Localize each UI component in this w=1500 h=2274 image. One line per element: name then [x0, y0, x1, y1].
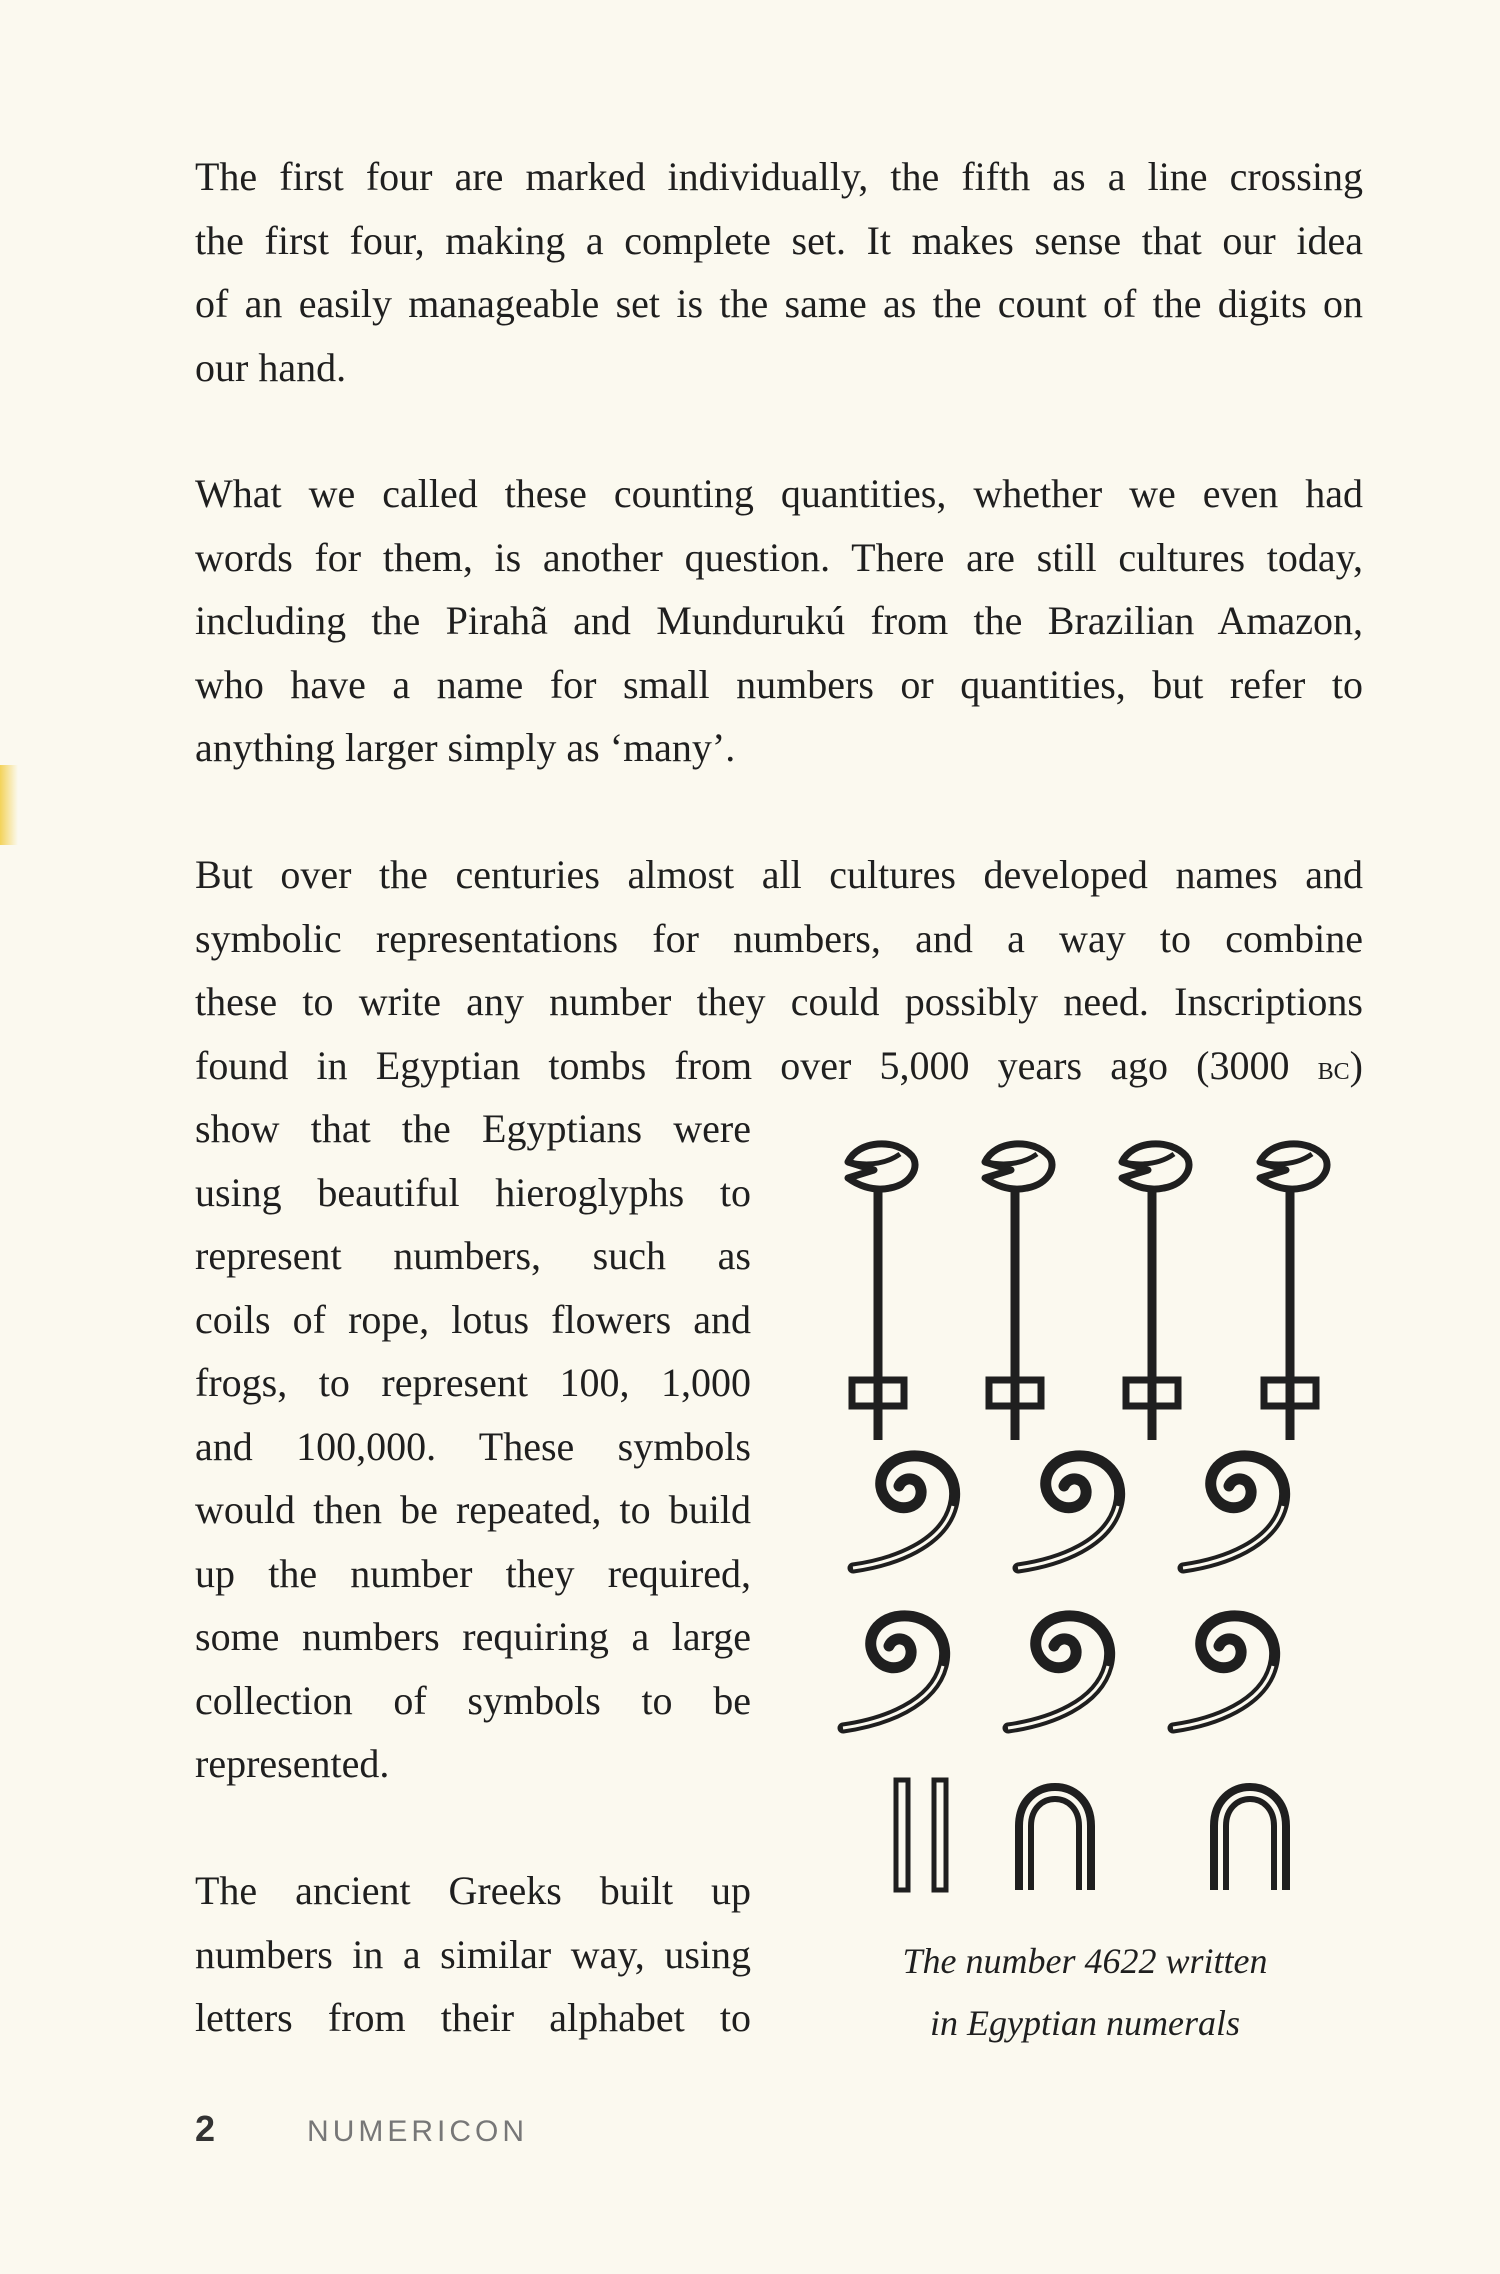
text-line: letters from their alphabet to — [195, 1995, 751, 2040]
lotus-symbol — [1260, 1144, 1327, 1440]
rope-coil-symbol — [1183, 1456, 1285, 1568]
text-line: including the Pirahã and Mundurukú from the Brazilian Amazon, — [195, 598, 1363, 643]
unit-stroke-symbol — [896, 1780, 908, 1890]
text-line: would then be repeated, to build — [195, 1487, 751, 1532]
lotus-symbol — [1122, 1144, 1189, 1440]
text-line: up the number they required, — [195, 1550, 751, 1596]
text-line: The ancient Greeks built up — [195, 1868, 751, 1913]
rope-coil-symbol — [1173, 1616, 1275, 1728]
text-line: symbolic representations for numbers, and a way to combine — [195, 915, 1363, 961]
lotus-symbol — [985, 1144, 1052, 1440]
unit-stroke-symbol — [934, 1780, 946, 1890]
rope-coil-symbol — [1018, 1456, 1120, 1568]
text-line: who have a name for small numbers or quantities, but refer to — [195, 661, 1363, 707]
text-line: our hand. — [195, 344, 347, 390]
text-line: But over the centuries almost all cultures developed names and — [195, 852, 1363, 897]
text-segment: found in Egyptian tombs from over 5,000 years ago (3000 — [195, 1042, 1318, 1088]
text-line: frogs, to represent 100, 1,000 — [195, 1360, 751, 1405]
rope-coil-symbol — [843, 1616, 945, 1728]
text-line — [195, 1034, 1363, 1101]
text-line: collection of symbols to be — [195, 1677, 751, 1723]
text-line: the first four, making a complete set. It makes sense that our idea — [195, 217, 1363, 263]
paragraph-1 — [195, 145, 1363, 399]
text-line: of an easily manageable set is the same as the count of the digits on — [195, 281, 1363, 326]
paragraph-4 — [195, 1859, 751, 2050]
egyptian-numerals-illustration — [820, 1140, 1350, 1900]
paragraph-3-continued — [195, 1097, 751, 1796]
text-line: represent numbers, such as — [195, 1233, 751, 1278]
text-line: these to write any number they could possibly need. Inscriptions — [195, 979, 1363, 1024]
text-line: coils of rope, lotus flowers and — [195, 1296, 751, 1342]
rope-coil-symbol — [853, 1456, 955, 1568]
caption-line: The number 4622 written — [902, 1941, 1268, 1981]
paragraph-2 — [195, 462, 1363, 780]
page-edge-mark — [0, 765, 18, 845]
text-line: numbers in a similar way, using — [195, 1931, 751, 1977]
running-title: NUMERICON — [307, 2115, 529, 2148]
lotus-symbol — [848, 1144, 915, 1440]
text-line: represented. — [195, 1741, 390, 1786]
figure-caption — [820, 1930, 1350, 2054]
heel-bone-symbol — [1214, 1787, 1286, 1890]
egyptian-numerals-figure — [820, 1140, 1350, 1900]
heel-bone-symbol — [1019, 1787, 1091, 1890]
text-line: some numbers requiring a large — [195, 1614, 751, 1659]
text-line: using beautiful hieroglyphs to — [195, 1169, 751, 1215]
page-number: 2 — [195, 2108, 216, 2149]
text-line: and 100,000. These symbols — [195, 1423, 751, 1469]
text-line: words for them, is another question. There are still cultures today, — [195, 534, 1363, 580]
text-line: The first four are marked individually, the fifth as a line crossing — [195, 154, 1363, 199]
era-abbreviation: bc — [1317, 1049, 1350, 1087]
text-line: anything larger simply as ‘many’. — [195, 725, 736, 770]
page-footer — [195, 2108, 528, 2150]
text-segment: ) — [1349, 1042, 1363, 1088]
paragraph-3 — [195, 843, 1363, 1100]
caption-line: in Egyptian numerals — [930, 2003, 1240, 2043]
text-line: show that the Egyptians were — [195, 1106, 751, 1151]
rope-coil-symbol — [1008, 1616, 1110, 1728]
text-line: What we called these counting quantities, whether we even had — [195, 471, 1363, 516]
